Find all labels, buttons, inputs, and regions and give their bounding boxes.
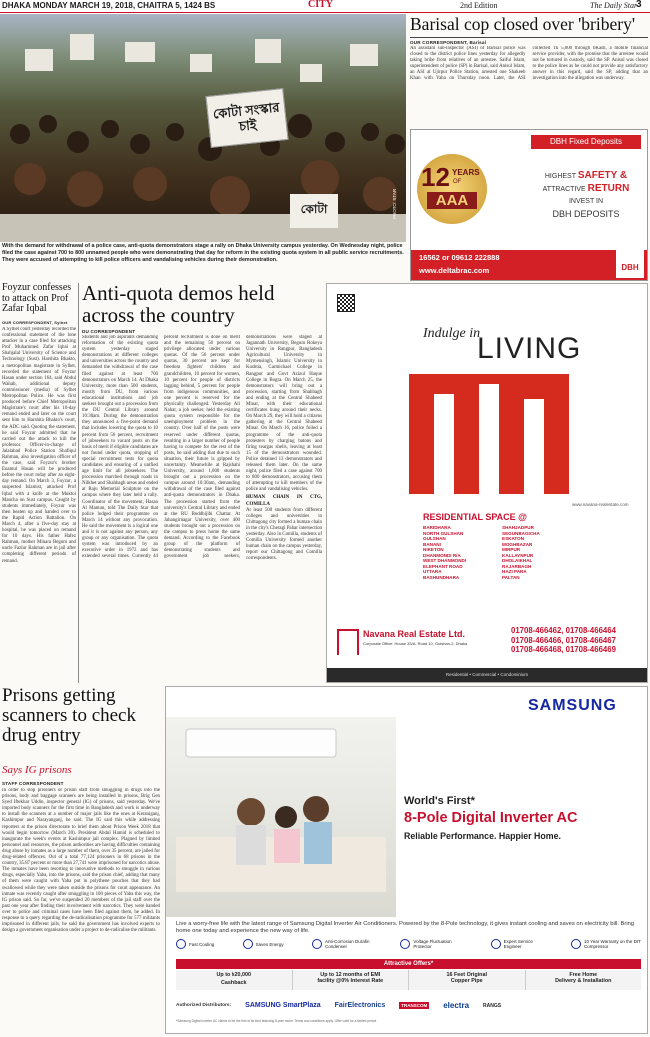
energy-icon xyxy=(243,939,253,949)
distributor: SAMSUNG SmartPlaza xyxy=(245,1002,321,1009)
samsung-title: 8-Pole Digital Inverter AC xyxy=(404,810,578,826)
feature-voltage xyxy=(400,939,462,949)
dbh-line2-a: ATTRACTIVE xyxy=(542,186,586,193)
distributor: electra xyxy=(443,1001,470,1010)
barisal-body: An assistant sub-inspector (ASI) of Barisal police was closed to the district police lines yesterday for allegedly taking bribe from relatives of an arrestee. Saiful Islam, superintendent of police (SP) in Barisal, said Anisul Islam, an ASI at Ujirpur Police Station, arrested one Shakeeb Khan with Yaba on Thursday noon. Later, the ASI collected Tk 5,000 through bKash, a mobile financial service provider, with the promise that the arrestee would not be tortured in custody, said the SP. Anisul was closed to the police lines as he could not provide any satisfactory answer in this regard, said the SP, adding that an investigation into the allegation was underway. xyxy=(410,46,648,82)
foyzur-byline: OUR CORRESPONDENT, Sylhet xyxy=(2,320,68,325)
navana-company: Navana Real Estate Ltd. xyxy=(363,629,466,639)
area: SEGUNBAGICHA xyxy=(502,530,540,536)
distributor: FairElectronics xyxy=(334,1002,386,1009)
building-graphic xyxy=(409,374,569,494)
quota-body xyxy=(82,335,322,683)
prisons-body: In order to stop prisoners or prison staff from smuggling in drugs into the prisons, body and baggage scanners are being installed in prisons, Brig Gen Syed Iftekhar Uddin, inspector general (IG) of prisons, said yesterday. We've imported body scanners for the first time in Bangladesh and work is underway to install the scanners at a number of major jails like the ones at Keraniganj, Kashimpur and Narayanganj, he said. The IG said this while addressing reporters at the prison directorate to brief them about Prison Week 2018 that would begin tomorrow (March 20). President Abdul Hamid is scheduled to inaugurate the week's events at Kashimpur jail complex. Plagued by limited personnel and resources, the prison authorities are having difficulties containing drug abuse by inmates as a large number of them, over 35 percent, are jailed for drug-related offences. Out of a total 77,124 prisoners in 68 prisons in the country, 35.87 percent or more than 27,741 were imprisoned for narcotics abuse. The inmates have been resorting to innovative methods to smuggle in various drugs, especially Yaba, into the prisons, said the prison chief, adding that many of them were caught with Yaba put in polythene pouches that they had swallowed while they were taken outside the prisons for court appearance. An inmate was recently caught after smuggling in 100 pieces of Yaba this way, the IG prison said. So far, we've suspended 20 members of the jail staff over the past one year after finding their involvement with narcotics. They were handed over to police and criminal cases have been filed against them, he added. In response to a query regarding the de-radicalisation programme for 577 militants imprisoned in different jails, he said the government has involved experts to design a government organisation under a project to de-radicalise the militants. xyxy=(2,788,160,934)
feature-durafin xyxy=(312,939,372,949)
offer-line: Up to 12 months of EMI xyxy=(320,972,381,978)
area: RAJARBAGH xyxy=(502,563,532,569)
offer-pipe xyxy=(409,970,526,990)
photo-caption: With the demand for withdrawal of a police case, anti-quota demonstrators stage a rally on Dhaka University campus yesterday. On Wednesday night, police filed the case against 700 to 800 unnamed people who were demonstrating that day for reform in the existing quota system in all public service recruitments. They were accused of attempting to kill police officers and vandalising vehicles during their demonstration. xyxy=(2,243,404,263)
dbh-years-badge xyxy=(417,154,487,224)
quota-body-text: Students and job aspirants demanding reformation of the existing quota system yesterday staged demonstrations at different colleges and universities across the country and demanded the withdrawal of the case filed against at least 700 demonstrators on March 14. At Dhaka University, more than 500 students, mostly from DU, from various educational institutions and job seekers brought out a procession from the DU Central Library around 10:30am. During the demonstration they announced a five-point demand that includes lowering the quota to 10 percent from 56 percent, recruitment of jobseekers to vacant posts on the basis of merit if eligible candidates are not found under quota, stopping of special recruitment tests for quota candidates and ensuring of a unified age limit for all jobseekers. The procession marched through roads in Nilkhet and Shahbagh areas and ended at Raju Memorial Sculpture on the campus where they later held a rally. Coordinator of the movement, Hasan Al Mamun, told The Daily Star that police lodged their programme on March 14 without any provocation. He said the movement is a logical one and it is not against any person, any group or any organisation. The quota system was introduced by an executive order in 1972 and has extended several times. Currently 44 percent recruitment is done on merit and the remaining 56 percent on privilege allocated under various quotas. Of the 56 percent under quotas, 30 percent are kept for freedom fighters' children and grandchildren, 10 percent for women, 10 percent for people of districts lagging behind, 5 percent for people from indigenous communities, and one percent is reserved for the physically challenged. Yesterday Ali Nahat, a job seeker, held the existing quota system responsible for the unemployment problem in the country. Over half of the posts were reserved under different quotas, resulting in a larger number of people having to compete for the rest of the posts, he said adding that due to such situation, their future is gripped by uncertainty. Meanwhile at Rajshahi University, around 1,000 students brought out a procession on the campus around 10:30am, demanding withdrawal of the case filed against anti-quota demonstrators in Dhaka. The procession started from the university's Central Library and ended at the RU Buddhijibi Chattar. At Jahangirnagar University, over 400 students brought out a procession on the campus to press home the same demand. According to the Facebook group of the platform of demonstrating students and government job seekers, demonstrations were staged at Jagannath University, Begum Rokeya University in Rangpur, Bangladesh Agricultural University in Mymensingh, Islamic University in Kushtia, Carmichael College in Rangpur and Govt Azizul Haque College in Bogra. On March 25, the demonstrators will bring out a procession, starting from Shahbagh and ending at the Central Shaheed Minar, with their educational certificates hung around their necks. On March 29, they will hold a citizens gathering at the Central Shaheed Minar. On March 16, police foiled a programme of the anti-quota protesters by charging batons and firing teargas shells, leaving at least 15 of the demonstrators wounded. Police detained 13 demonstrators and released them later. On the same night, police filed a case against 700 to 800 demonstrators, accusing them of attempting to kill members of the police and vandalising vehicles. xyxy=(82,335,322,560)
barisal-byline: OUR CORRESPONDENT, Barisal xyxy=(410,40,487,45)
bolt-icon xyxy=(400,939,410,949)
family-photo xyxy=(166,717,396,917)
feature-label: Expert Service Engineer xyxy=(503,939,533,949)
dbh-years: 12 xyxy=(421,162,450,192)
navana-script: Indulge in xyxy=(423,326,481,341)
warranty-icon xyxy=(571,939,581,949)
offer-delivery xyxy=(526,970,642,990)
offer-line: 16 Feet Original xyxy=(446,972,487,978)
prisons-headline: Prisons getting scanners to check drug entry xyxy=(2,685,136,746)
rally-photo xyxy=(0,14,406,242)
foyzur-headline: Foyzur confesses to attack on Prof Zafar Iqbal xyxy=(2,282,72,314)
samsung-fineprint: *Samsung Digital Inverter AC claims to be the first of its kind featuring 8-pole motor. Terms and conditions apply. Offer valid for a limited period. xyxy=(176,1019,378,1023)
feature-label: Saves Energy xyxy=(255,941,284,947)
quota-body2: At least 500 students from different colleges and universities in Chittagong city formed a human chain in the city's Cheragi Pahar intersection yesterday. Also in Comilla, students of Comilla University formed another human chain on the campus yesterday, report our Chittagong and Comilla correspondents. xyxy=(246,507,322,562)
quota-subhead: HUMAN CHAIN IN CTG, COMILLA xyxy=(246,495,322,507)
phone-line: 01708-466466, 01708-466467 xyxy=(511,635,616,645)
dbh-line1-a: HIGHEST xyxy=(544,173,576,180)
foyzur-body: A Sylhet court yesterday recorded the confessional statement of the lone attacker in a case filed for attacking Prof Muhammed Zafar Iqbal at Shahjalal University of Science and Technology (Sust). Harshita Bhakto, a metropolitan magistrate in Sylhet, recorded the statement of Foyzur Hasan under section 164, said Abdul Wahab, additional deputy commissioner (media) of Sylhet Metropolitan Police. He was first produced before Chief Metropolitan Magistrate's court after his 10-day remand ended and later on the court sent him to Harshita Bhakto's court, the ADC said. Quoting the statement, he said Foyzur admitted that he carried out the attack to kill the professor. Officer-in-charge of Jalalabad Police Station Shafiqul Rahman, also investigation officer of the case, said Foyzur's brother Enamul Hasan will be produced before the court today after an eight-day remand. On March 3, Foyzur, a suspected Islamist, attacked Prof Iqbal with a knife at the Muktoi Mancha on Sust campus. Caught by students immediately, Foyzur was then beaten up and handed over to the Rapid Action Battalion. On March 4, after a five-day stay at hospital, he was placed on remand for 10 days. His father Hafez Rahman, mother Minara Begum and uncle Fazlur Rahman are in jail after completing different periods of remand. xyxy=(2,327,76,564)
placard: কোটা সংস্কার চাই xyxy=(205,88,288,148)
distributor: RANGS xyxy=(483,1002,502,1009)
samsung-ad xyxy=(165,686,648,1034)
area: MOGHBAZAR xyxy=(502,541,533,547)
feature-label: 10 Year Warranty on the DIT Compressor xyxy=(584,939,641,949)
area: PALTAN xyxy=(502,574,520,580)
edition: 2nd Edition xyxy=(460,1,498,10)
area: SHAHJADPUR xyxy=(502,525,534,530)
navana-ad xyxy=(326,283,648,683)
dbh-logo: DBH xyxy=(616,238,644,278)
divider xyxy=(410,37,648,38)
dbh-line3: INVEST IN xyxy=(568,198,604,205)
area: BARIDHARA xyxy=(423,525,451,530)
area: MIRPUR xyxy=(502,547,521,552)
area: NIKETON xyxy=(423,547,444,552)
page-number: 3 xyxy=(636,0,642,10)
crowd-illustration xyxy=(0,14,406,242)
phone-line: 01708-466468, 01708-466469 xyxy=(511,645,616,654)
area: UTTARA xyxy=(423,569,442,574)
area: DHOLAIKHAL xyxy=(502,558,533,563)
prisons-byline: STAFF CORRESPONDENT xyxy=(2,781,64,786)
qr-code-icon xyxy=(337,294,355,312)
dbh-line2 xyxy=(527,183,645,196)
dbh-phone: 16562 or 09612 222888 xyxy=(419,253,500,262)
area: BASHUNDHARA xyxy=(423,574,460,580)
area: ELEPHANT ROAD xyxy=(423,563,463,569)
phone-line: 01708-466462, 01708-466464 xyxy=(511,626,616,635)
dbh-years-label: YEARS xyxy=(452,168,480,177)
feature-service xyxy=(491,939,543,949)
dbh-banner: DBH Fixed Deposits xyxy=(531,135,641,149)
feature-saves-energy xyxy=(243,939,284,949)
dbh-copy xyxy=(527,170,645,220)
column-divider xyxy=(78,283,79,683)
section-title: CITY xyxy=(308,0,334,10)
quota-headline: Anti-quota demos held across the country xyxy=(82,281,275,328)
dbh-line1-b: SAFETY & xyxy=(577,170,628,181)
area: BANANI xyxy=(423,541,441,547)
dbh-contact-bar xyxy=(411,250,647,280)
area: WEST DHANMONDI xyxy=(423,558,467,563)
dbh-ad xyxy=(410,129,648,281)
quota-byline: DU CORRESPONDENT xyxy=(82,329,136,334)
feature-label: Fast Cooling xyxy=(189,941,215,947)
dbh-line1 xyxy=(527,170,645,183)
navana-living: LIVING xyxy=(477,332,582,365)
distributors-label: Authorized Distributors: xyxy=(176,1003,232,1008)
offer-line: Copper Pipe xyxy=(450,978,483,984)
samsung-brand: SAMSUNG xyxy=(528,697,617,714)
samsung-kicker: World's First* xyxy=(404,795,475,807)
samsung-description: Live a worry-free life with the latest range of Samsung Digital Inverter Air Conditioners. Powered by the 8-Pole technology, it gives instant cooling and saves on electricity bill. Bring home one today and experience the new way of life. xyxy=(176,921,635,935)
masthead xyxy=(0,0,650,13)
offers-title: Attractive Offers* xyxy=(176,959,641,969)
samsung-tagline: Reliable Performance. Happier Home. xyxy=(404,831,561,841)
date-line: DHAKA MONDAY MARCH 19, 2018, CHAITRA 5, 1424 BS xyxy=(2,1,216,10)
dbh-of: OF xyxy=(453,179,462,185)
area: KALLAYNPUR xyxy=(502,552,534,558)
dbh-web: www.deltabrac.com xyxy=(419,266,490,275)
distributors-row xyxy=(176,1001,641,1010)
engineer-icon xyxy=(491,939,501,949)
feature-warranty xyxy=(571,939,641,949)
navana-address: Corporate Office: House 33/A, Road 10, Gulshan-2, Dhaka xyxy=(363,641,468,646)
offer-emi xyxy=(293,970,410,990)
barisal-headline: Barisal cop closed over 'bribery' xyxy=(410,14,635,34)
offer-line: Up to ৳20,000 xyxy=(216,972,251,978)
navana-phones xyxy=(511,626,616,655)
photo-credit: PHOTO: STAR xyxy=(392,188,397,219)
paper-logo: The Daily Star xyxy=(590,1,638,10)
offer-cashback xyxy=(176,970,293,990)
feature-label: Anti-Corrosion Durafin Condenser xyxy=(324,939,370,949)
dbh-line4: DBH DEPOSITS xyxy=(552,209,620,219)
area: NORTH GULSHAN xyxy=(423,530,464,536)
snowflake-icon xyxy=(176,939,186,949)
area: HAZI PARA xyxy=(502,569,527,574)
navana-area-list xyxy=(423,525,573,580)
distributor: TRANSCOM xyxy=(401,1003,428,1008)
feature-row xyxy=(176,939,641,949)
offer-line: facility @0% Interest Rate xyxy=(317,978,384,984)
living-room-illustration xyxy=(166,717,396,917)
offer-line: Delivery & Installation xyxy=(555,978,612,984)
feature-label: Voltage Fluctuation Protector xyxy=(413,939,452,949)
navana-web: www.navana-realestate.com xyxy=(572,502,629,507)
area: ESKATON xyxy=(502,536,525,541)
navana-logo-icon xyxy=(337,629,359,655)
navana-spaces-title: RESIDENTIAL SPACE @ xyxy=(423,512,527,522)
dbh-line2-b: RETURN xyxy=(587,183,630,194)
offers-row xyxy=(176,970,641,990)
area: GULSHAN xyxy=(423,536,446,541)
shield-icon xyxy=(312,939,322,949)
feature-fast-cooling xyxy=(176,939,214,949)
area: DHANMONDI R/A xyxy=(423,552,461,558)
placard-small: কোটা xyxy=(290,194,338,228)
offer-line: Free Home xyxy=(569,972,598,978)
prisons-subhead: Says IG prisons xyxy=(2,764,72,776)
offer-line: Cashback xyxy=(221,980,247,986)
dbh-rating: AAA xyxy=(427,192,477,209)
navana-tagline: Residential • Commercial • Condominium xyxy=(327,668,647,682)
